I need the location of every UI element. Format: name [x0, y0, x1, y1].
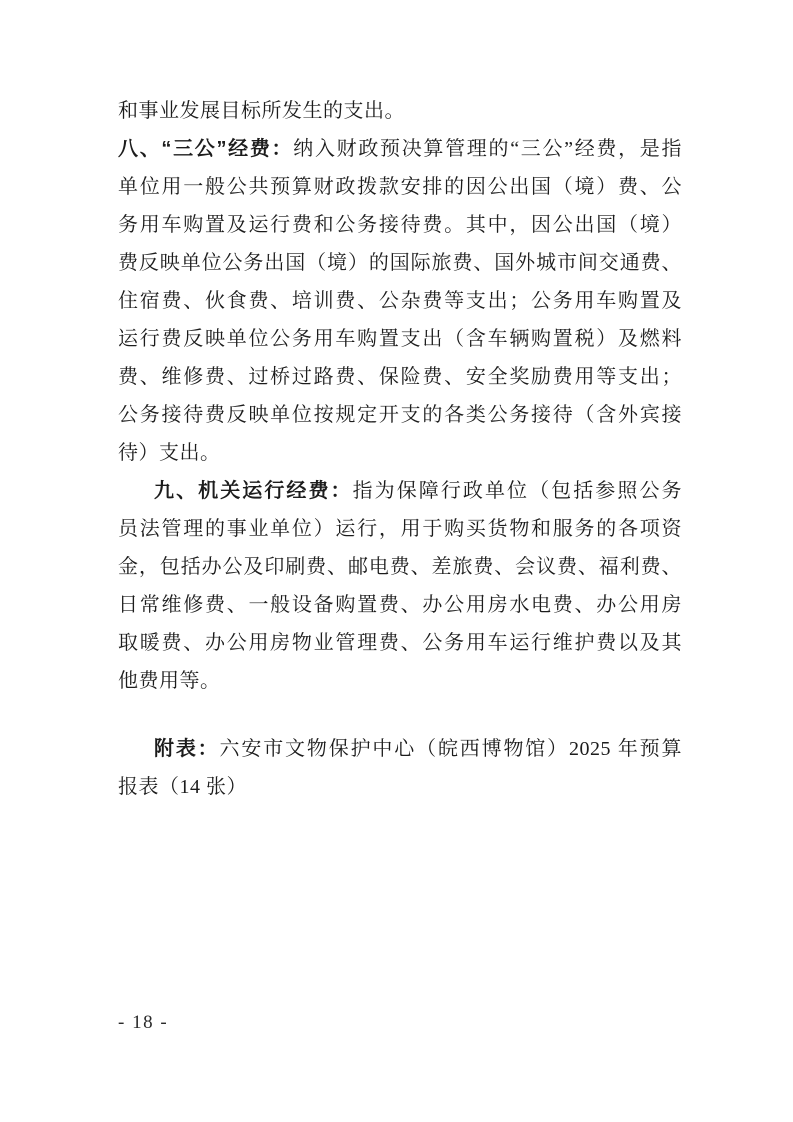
- line-text: 公务接待费反映单位按规定开支的各类公务接待（含外宾接: [118, 404, 682, 426]
- blank-line: [118, 700, 682, 730]
- line-text: 金，包括办公及印刷费、邮电费、差旅费、会议费、福利费、: [118, 556, 682, 578]
- line-text: 报表（14 张）: [118, 776, 247, 798]
- text-line: [118, 244, 682, 282]
- text-line: [118, 548, 682, 586]
- line-text: 员法管理的事业单位）运行，用于购买货物和服务的各项资: [118, 518, 682, 540]
- text-line: [118, 282, 682, 320]
- text-line: [118, 434, 682, 472]
- line-text: 和事业发展目标所发生的支出。: [118, 100, 405, 122]
- line-text: 日常维修费、一般设备购置费、办公用房水电费、办公用房: [118, 594, 682, 616]
- text-line: [118, 206, 682, 244]
- line-text: 住宿费、伙食费、培训费、公杂费等支出；公务用车购置及: [118, 290, 682, 312]
- line-text: 单位用一般公共预算财政拨款安排的因公出国（境）费、公: [118, 176, 682, 198]
- text-line: [118, 396, 682, 434]
- line-text: 六安市文物保护中心（皖西博物馆）2025 年预算: [219, 738, 683, 760]
- line-text: 他费用等。: [118, 670, 221, 692]
- section-heading-sangong: 八、“三公”经费：: [118, 138, 294, 160]
- appendix-heading: 附表：: [154, 738, 220, 760]
- line-text: 务用车购置及运行费和公务接待费。其中，因公出国（境）: [118, 214, 682, 236]
- page-number: - 18 -: [118, 1012, 169, 1033]
- text-line: [118, 92, 682, 130]
- text-line: [118, 624, 682, 662]
- text-line: [118, 320, 682, 358]
- line-text: 纳入财政预决算管理的“三公”经费，是指: [293, 138, 682, 160]
- line-text: 费反映单位公务出国（境）的国际旅费、国外城市间交通费、: [118, 252, 682, 274]
- text-line: [118, 730, 682, 768]
- text-line: [118, 168, 682, 206]
- line-text: 费、维修费、过桥过路费、保险费、安全奖励费用等支出；: [118, 366, 682, 388]
- text-line: [118, 510, 682, 548]
- text-line: [118, 472, 682, 510]
- line-text: 取暖费、办公用房物业管理费、公务用车运行维护费以及其: [118, 632, 682, 654]
- section-heading-jiguan: 九、机关运行经费：: [154, 480, 353, 502]
- line-text: 待）支出。: [118, 442, 221, 464]
- text-line: [118, 358, 682, 396]
- text-line: [118, 768, 682, 806]
- text-line: [118, 130, 682, 168]
- text-column: [118, 92, 682, 806]
- text-line: [118, 662, 682, 700]
- line-text: 指为保障行政单位（包括参照公务: [352, 480, 683, 502]
- line-text: 运行费反映单位公务用车购置支出（含车辆购置税）及燃料: [118, 328, 682, 350]
- text-line: [118, 586, 682, 624]
